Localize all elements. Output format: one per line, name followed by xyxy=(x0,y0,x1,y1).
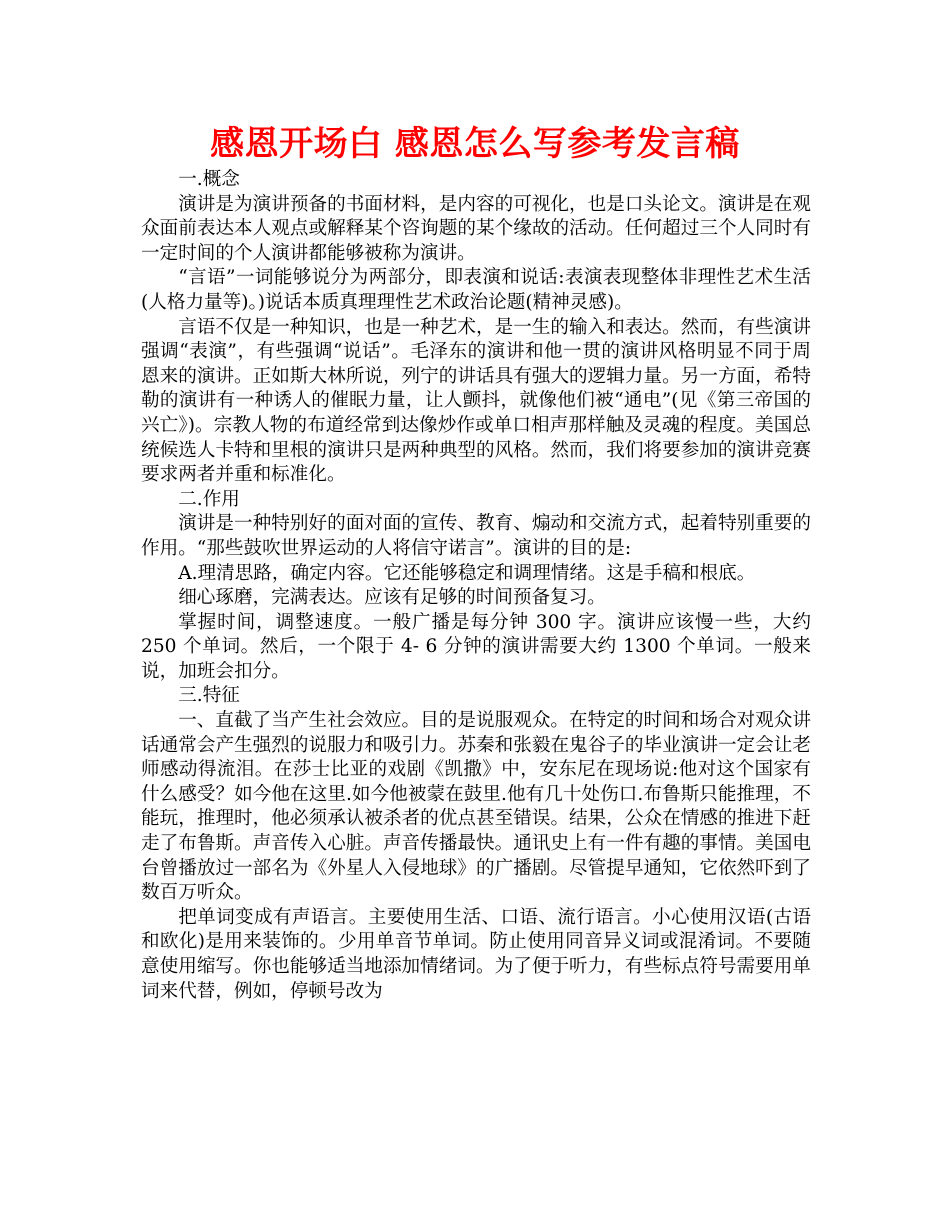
paragraph: 演讲是一种特别好的面对面的宣传、教育、煽动和交流方式，起着特别重要的作用。“那些鼓吹世界运动的人将信守诺言”。演讲的目的是: xyxy=(141,513,811,559)
document-title: 感恩开场白 感恩怎么写参考发言稿 xyxy=(210,124,740,164)
section-heading: 三.特征 xyxy=(178,685,240,707)
paragraph: 把单词变成有声语言。主要使用生活、口语、流行语言。小心使用汉语(古语和欧化)是用来装饰的。少用单音节单词。防止使用同音异义词或混淆词。不要随意使用缩写。你也能够适当地添加情绪词。为了便于听力，有些标点符号需要用单词来代替，例如，停顿号改为 xyxy=(141,906,811,1002)
paragraph: “言语”一词能够说分为两部分，即表演和说话:表演表现整体非理性艺术生活(人格力量等)。)说话本质真理理性艺术政治论题(精神灵感)。 xyxy=(141,267,811,313)
document-body xyxy=(141,168,811,1004)
paragraph: 细心琢磨，完满表达。应该有足够的时间预备复习。 xyxy=(178,587,606,609)
section-heading: 一.概念 xyxy=(178,169,240,190)
paragraph: 言语不仅是一种知识，也是一种艺术，是一生的输入和表达。然而，有些演讲强调“表演”，有些强调“说话”。毛泽东的演讲和他一贯的演讲风格明显不同于周恩来的演讲。正如斯大林所说，列宁的讲话具有强大的逻辑力量。另一方面，希特勒的演讲有一种诱人的催眠力量，让人颤抖，就像他们被“通电”(见《第三帝国的兴亡》)。宗教人物的布道经常到达像炒作或单口相声那样触及灵魂的程度。美国总统候选人卡特和里根的演讲只是两种典型的风格。然而，我们将要参加的演讲竞赛要求两者并重和标准化。 xyxy=(141,316,811,486)
section-heading: 二.作用 xyxy=(178,488,240,510)
paragraph: 演讲是为演讲预备的书面材料，是内容的可视化，也是口头论文。演讲是在观众面前表达本人观点或解释某个咨询题的某个缘故的活动。任何超过三个人同时有一定时间的个人演讲都能够被称为演讲。 xyxy=(141,193,811,264)
paragraph: A.理清思路，确定内容。它还能够稳定和调理情绪。这是手稿和根底。 xyxy=(178,562,756,584)
paragraph: 掌握时间，调整速度。一般广播是每分钟 300 字。演讲应该慢一些，大约 250 个单词。然后，一个限于 4- 6 分钟的演讲需要大约 1300 个单词。一般来说，加班会扣分。 xyxy=(141,611,811,682)
paragraph: 一、直截了当产生社会效应。目的是说服观众。在特定的时间和场合对观众讲话通常会产生强烈的说服力和吸引力。苏秦和张毅在鬼谷子的毕业演讲一定会让老师感动得流泪。在莎士比亚的戏剧《凯撒》中，安东尼在现场说:他对这个国家有什么感受？如今他在这里.如今他被蒙在鼓里.他有几十处伤口.布鲁斯只能推理，不能玩，推理时，他必须承认被杀者的优点甚至错误。结果，公众在情感的推进下赶走了布鲁斯。声音传入心脏。声音传播最快。通讯史上有一件有趣的事情。美国电台曾播放过一部名为《外星人入侵地球》的广播剧。尽管提早通知，它依然吓到了数百万听众。 xyxy=(141,710,811,904)
